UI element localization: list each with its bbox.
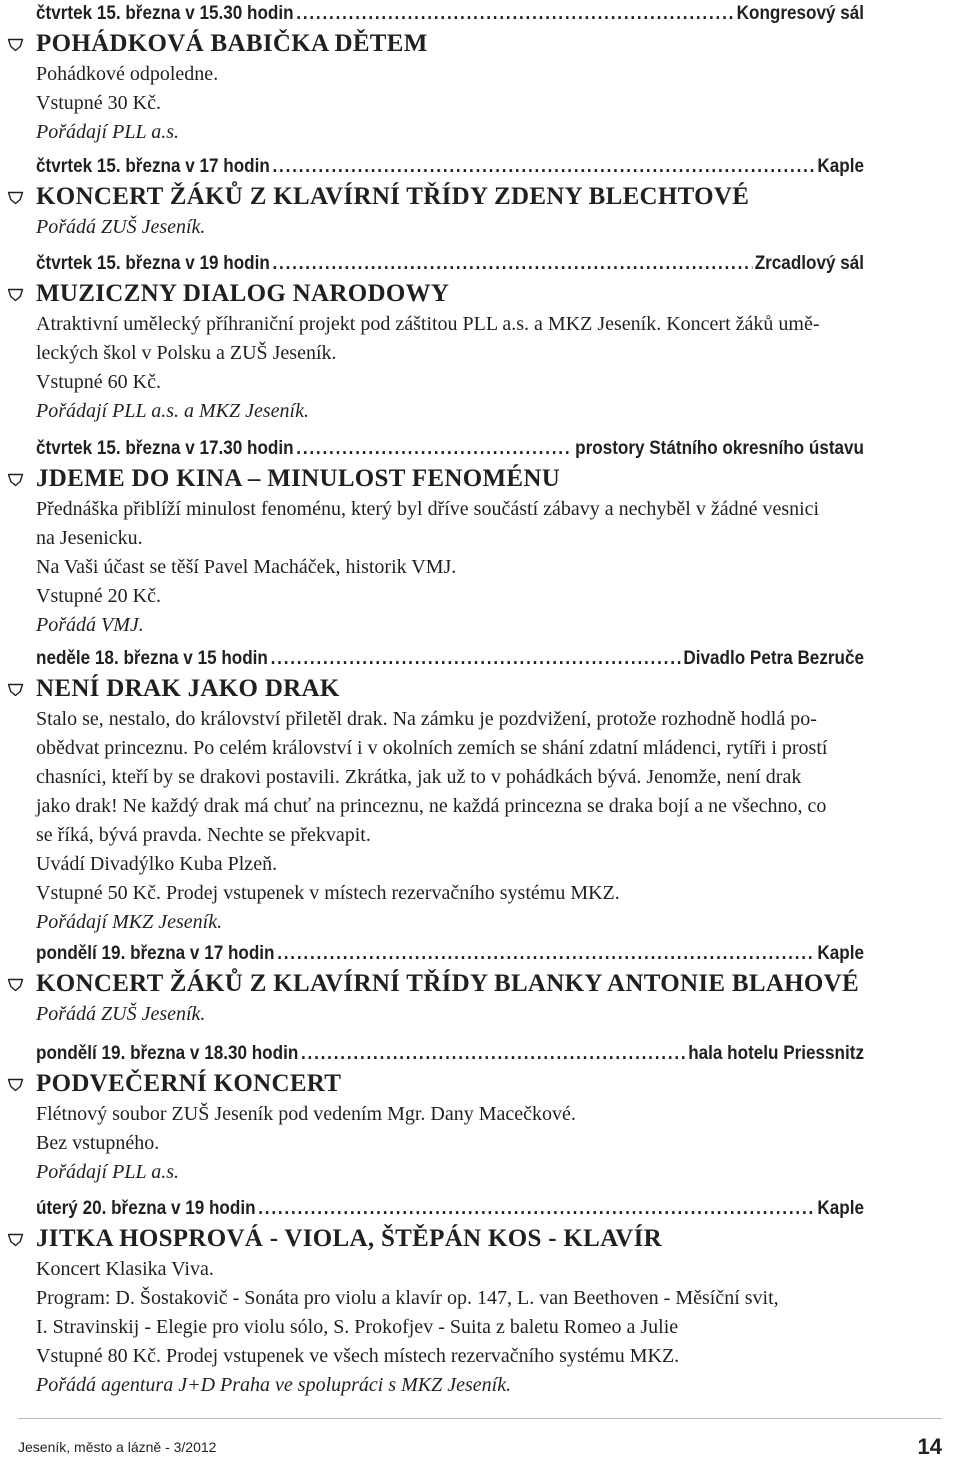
event-description-line: Program: D. Šostakovič - Sonáta pro violu a klavír op. 147, L. van Beethoven - Měsíční svit, <box>36 1287 779 1309</box>
event-description-line: leckých škol v Polsku a ZUŠ Jeseník. <box>36 342 337 364</box>
footer-divider <box>18 1418 942 1419</box>
event-title: PODVEČERNÍ KONCERT <box>36 1070 342 1097</box>
event-organizer: Pořádají MKZ Jeseník. <box>36 911 223 933</box>
event-description-line: Vstupné 80 Kč. Prodej vstupenek ve všech místech rezervačního systému MKZ. <box>36 1345 680 1367</box>
dot-leader <box>258 1197 814 1221</box>
event-description-line: Vstupné 60 Kč. <box>36 371 161 393</box>
event-venue: prostory Státního okresního ústavu <box>575 438 864 459</box>
event-header <box>36 437 864 461</box>
event-venue: hala hotelu Priessnitz <box>688 1043 864 1064</box>
event-organizer: Pořádá VMJ. <box>36 614 144 636</box>
event-date: čtvrtek 15. března v 17.30 hodin <box>36 438 294 459</box>
event-date: neděle 18. března v 15 hodin <box>36 648 268 669</box>
event-header <box>36 942 864 966</box>
event-title: JITKA HOSPROVÁ - VIOLA, ŠTĚPÁN KOS - KLAVÍR <box>36 1225 662 1252</box>
event-date: pondělí 19. března v 17 hodin <box>36 943 275 964</box>
event-venue: Kongresový sál <box>736 3 864 24</box>
dot-leader <box>272 252 752 276</box>
event-venue: Zrcadlový sál <box>754 253 864 274</box>
event-description-line: chasníci, kteří by se drakovi postavili. Zkrátka, jak už to v pohádkách bývá. Jenomže, není drak <box>36 766 802 788</box>
event-organizer: Pořádá ZUŠ Jeseník. <box>36 1003 206 1025</box>
event-description-line: jako drak! Ne každý drak má chuť na princeznu, ne každá princezna se draka bojí a ne všechno, co <box>36 795 827 817</box>
event-description-line: Koncert Klasika Viva. <box>36 1258 214 1280</box>
event-header <box>36 1197 864 1221</box>
bullet-marker-icon <box>7 38 24 52</box>
event-description-line: se říká, bývá pravda. Nechte se překvapit. <box>36 824 371 846</box>
event-description-line: na Jesenicku. <box>36 527 143 549</box>
event-description-line: Vstupné 30 Kč. <box>36 92 161 114</box>
event-organizer: Pořádá ZUŠ Jeseník. <box>36 216 206 238</box>
event-description-line: I. Stravinskij - Elegie pro violu sólo, S. Prokofjev - Suita z baletu Romeo a Julie <box>36 1316 679 1338</box>
event-title: KONCERT ŽÁKŮ Z KLAVÍRNÍ TŘÍDY BLANKY ANTONIE BLAHOVÉ <box>36 970 859 997</box>
event-venue: Kaple <box>817 1198 864 1219</box>
event-date: úterý 20. března v 19 hodin <box>36 1198 256 1219</box>
event-description-line: Atraktivní umělecký příhraniční projekt pod záštitou PLL a.s. a MKZ Jeseník. Koncert žáků umě- <box>36 313 820 335</box>
event-venue: Kaple <box>817 943 864 964</box>
dot-leader <box>301 1042 686 1066</box>
event-date: čtvrtek 15. března v 19 hodin <box>36 253 270 274</box>
dot-leader <box>296 2 734 26</box>
event-description-line: Vstupné 20 Kč. <box>36 585 161 607</box>
event-organizer: Pořádá agentura J+D Praha ve spolupráci s MKZ Jeseník. <box>36 1374 512 1396</box>
event-venue: Kaple <box>817 156 864 177</box>
dot-leader <box>277 942 815 966</box>
dot-leader <box>272 155 814 179</box>
event-venue: Divadlo Petra Bezruče <box>683 648 864 669</box>
event-title: JDEME DO KINA – MINULOST FENOMÉNU <box>36 465 561 492</box>
bullet-marker-icon <box>7 191 24 205</box>
bullet-marker-icon <box>7 473 24 487</box>
bullet-marker-icon <box>7 288 24 302</box>
event-header <box>36 155 864 179</box>
event-description-line: Uvádí Divadýlko Kuba Plzeň. <box>36 853 278 875</box>
bullet-marker-icon <box>7 1233 24 1247</box>
event-title: KONCERT ŽÁKŮ Z KLAVÍRNÍ TŘÍDY ZDENY BLECHTOVÉ <box>36 183 750 210</box>
event-title: MUZICZNY DIALOG NARODOWY <box>36 280 450 307</box>
bullet-marker-icon <box>7 978 24 992</box>
event-description-line: Stalo se, nestalo, do království přiletěl drak. Na zámku je pozdvižení, protože rozhodně hodlá po- <box>36 708 817 730</box>
event-header <box>36 2 864 26</box>
event-description-line: Bez vstupného. <box>36 1132 160 1154</box>
dot-leader <box>271 647 681 671</box>
event-header <box>36 252 864 276</box>
event-header <box>36 647 864 671</box>
event-header <box>36 1042 864 1066</box>
event-description-line: Pohádkové odpoledne. <box>36 63 219 85</box>
event-date: čtvrtek 15. března v 17 hodin <box>36 156 270 177</box>
event-description-line: Přednáška přiblíží minulost fenoménu, který byl dříve součástí zábavy a nechyběl v žádné vesnici <box>36 498 820 520</box>
event-organizer: Pořádají PLL a.s. a MKZ Jeseník. <box>36 400 309 422</box>
event-title: POHÁDKOVÁ BABIČKA DĚTEM <box>36 30 428 57</box>
event-title: NENÍ DRAK JAKO DRAK <box>36 675 340 702</box>
event-date: čtvrtek 15. března v 15.30 hodin <box>36 3 294 24</box>
event-description-line: Flétnový soubor ZUŠ Jeseník pod vedením Mgr. Dany Macečkové. <box>36 1103 576 1125</box>
dot-leader <box>296 437 572 461</box>
event-date: pondělí 19. března v 18.30 hodin <box>36 1043 299 1064</box>
event-organizer: Pořádají PLL a.s. <box>36 121 179 143</box>
event-description-line: obědvat princeznu. Po celém království i v okolních zemích se shání zdatní mládenci, rytíři i prostí <box>36 737 828 759</box>
page-number: 14 <box>917 1434 942 1459</box>
event-description-line: Na Vaši účast se těší Pavel Macháček, historik VMJ. <box>36 556 457 578</box>
bullet-marker-icon <box>7 1078 24 1092</box>
event-description-line: Vstupné 50 Kč. Prodej vstupenek v místech rezervačního systému MKZ. <box>36 882 620 904</box>
bullet-marker-icon <box>7 683 24 697</box>
event-organizer: Pořádají PLL a.s. <box>36 1161 179 1183</box>
footer-publication: Jeseník, město a lázně - 3/2012 <box>18 1439 217 1455</box>
